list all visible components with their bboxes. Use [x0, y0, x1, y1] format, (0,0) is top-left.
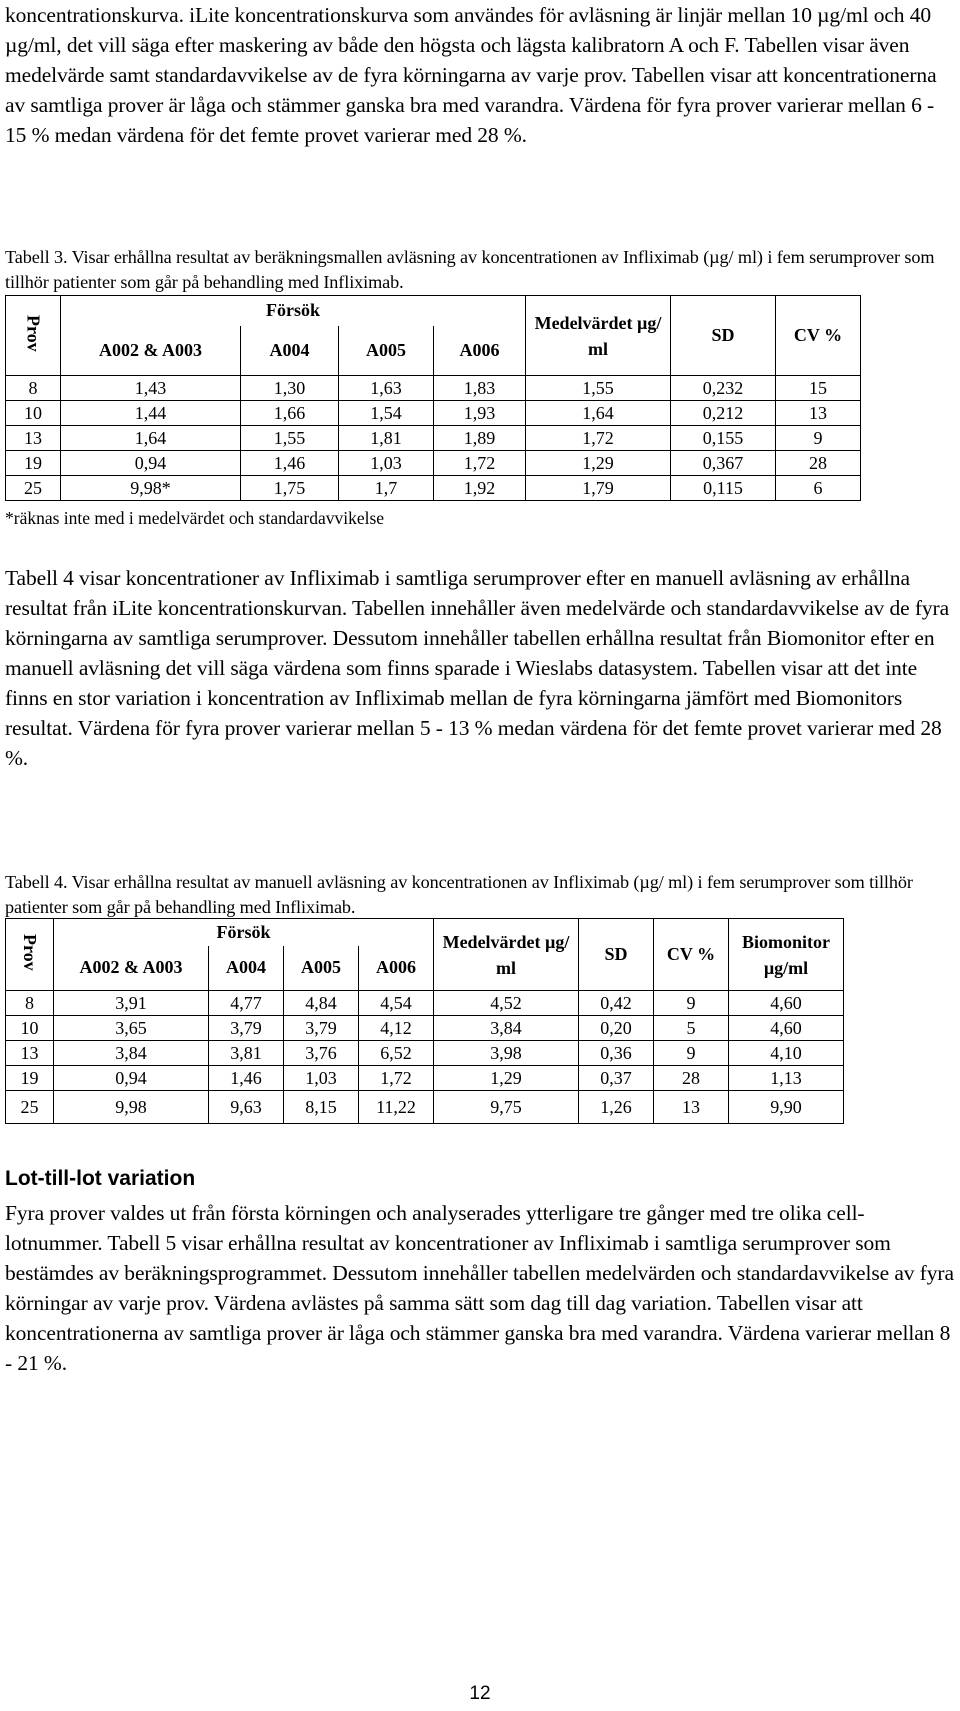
table3-cell: 1,29 [526, 451, 671, 476]
table3-cell: 25 [6, 476, 61, 501]
table-row [6, 1041, 844, 1066]
table3-cell: 1,54 [339, 401, 434, 426]
table3-a004-header: A004 [241, 326, 339, 376]
table3-cell: 1,44 [61, 401, 241, 426]
table3-cell: 0,94 [61, 451, 241, 476]
table3-a002-header: A002 & A003 [61, 326, 241, 376]
table3-cell: 1,43 [61, 376, 241, 401]
table-row [6, 1016, 844, 1041]
table3-cell: 1,66 [241, 401, 339, 426]
table4-medel-header: Medelvärdet µg/ ml [434, 919, 579, 991]
table3-cell: 0,232 [671, 376, 776, 401]
table-row [6, 451, 861, 476]
table4-cell: 11,22 [359, 1091, 434, 1124]
table4-cell: 3,84 [54, 1041, 209, 1066]
table-row [6, 401, 861, 426]
table3-cell: 0,115 [671, 476, 776, 501]
table4-cell: 4,10 [729, 1041, 844, 1066]
table4-cell: 4,52 [434, 991, 579, 1016]
table4-cell: 4,77 [209, 991, 284, 1016]
table3-cell: 1,75 [241, 476, 339, 501]
table4-cell: 3,98 [434, 1041, 579, 1066]
table3-cell: 1,93 [434, 401, 526, 426]
table4-forsok-header: Försök [54, 919, 434, 946]
table3-a005-header: A005 [339, 326, 434, 376]
table3 [5, 295, 861, 501]
table-row [6, 991, 844, 1016]
table3-caption: Tabell 3. Visar erhållna resultat av beräkningsmallen avläsning av koncentrationen av Infliximab (µg/ ml) i fem serumprover som tillhör patienter som går på behandling med Infliximab. [5, 247, 935, 292]
section-heading: Lot-till-lot variation [5, 1167, 196, 1190]
table-row [6, 1066, 844, 1091]
table3-cell: 8 [6, 376, 61, 401]
table4-cv-header: CV % [654, 919, 729, 991]
table3-forsok-header: Försök [61, 296, 526, 326]
table4-cell: 8,15 [284, 1091, 359, 1124]
table3-cell: 1,89 [434, 426, 526, 451]
table4-sd-header: SD [579, 919, 654, 991]
table4-cell: 1,72 [359, 1066, 434, 1091]
table3-cell: 1,63 [339, 376, 434, 401]
table4-a002-header: A002 & A003 [54, 946, 209, 991]
table4-cell: 25 [6, 1091, 54, 1124]
table3-cell: 6 [776, 476, 861, 501]
table3-cv-header: CV % [776, 296, 861, 376]
table3-cell: 1,72 [526, 426, 671, 451]
table3-cell: 1,92 [434, 476, 526, 501]
table3-footnote: *räknas inte med i medelvärdet och standardavvikelse [5, 508, 385, 528]
table3-medel-header: Medelvärdet µg/ ml [526, 296, 671, 376]
table-row [6, 376, 861, 401]
table3-cell: 13 [6, 426, 61, 451]
table3-cell: 28 [776, 451, 861, 476]
table3-prov-header: Prov [6, 296, 61, 376]
table3-cell: 1,03 [339, 451, 434, 476]
table3-cell: 9,98* [61, 476, 241, 501]
table3-sd-header: SD [671, 296, 776, 376]
table3-cell: 1,79 [526, 476, 671, 501]
table4 [5, 918, 844, 1124]
table4-cell: 9,75 [434, 1091, 579, 1124]
table4-cell: 6,52 [359, 1041, 434, 1066]
table4-cell: 8 [6, 991, 54, 1016]
lot-variation-paragraph: Fyra prover valdes ut från första körningen och analyserades ytterligare tre gånger med tre olika cell-lotnummer. Tabell 5 visar erhållna resultat av koncentrationer av Infliximab i samtliga serumprover som bestämdes av beräkningsprogrammet. Dessutom innehåller tabellen medelvärden och standardavvikelse av fyra körningar av varje prov. Värdena avlästes på samma sätt som dag till dag variation. Tabellen visar att koncentrationerna av samtliga prover är låga och stämmer ganska bra med varandra. Värdena varierar mellan 8 - 21 %. [5, 1201, 954, 1375]
table4-cell: 3,79 [209, 1016, 284, 1041]
table-row [6, 476, 861, 501]
table4-cell: 1,03 [284, 1066, 359, 1091]
table4-biomonitor-header: Biomonitor µg/ml [729, 919, 844, 991]
table4-prov-header: Prov [6, 919, 54, 991]
table4-cell: 9,63 [209, 1091, 284, 1124]
table4-a004-header: A004 [209, 946, 284, 991]
table3-cell: 10 [6, 401, 61, 426]
table4-cell: 9 [654, 991, 729, 1016]
table3-cell: 1,83 [434, 376, 526, 401]
table4-cell: 0,20 [579, 1016, 654, 1041]
table4-cell: 10 [6, 1016, 54, 1041]
table3-cell: 9 [776, 426, 861, 451]
table4-cell: 3,91 [54, 991, 209, 1016]
table3-cell: 1,55 [241, 426, 339, 451]
table4-cell: 4,12 [359, 1016, 434, 1041]
table4-cell: 5 [654, 1016, 729, 1041]
table4-cell: 9,98 [54, 1091, 209, 1124]
table4-cell: 3,84 [434, 1016, 579, 1041]
table3-cell: 15 [776, 376, 861, 401]
table4-caption: Tabell 4. Visar erhållna resultat av manuell avläsning av koncentrationen av Infliximab (µg/ ml) i fem serumprover som tillhör patienter som går på behandling med Infliximab. [5, 872, 913, 917]
table4-cell: 3,79 [284, 1016, 359, 1041]
page-number: 12 [469, 1683, 491, 1704]
table3-cell: 1,64 [526, 401, 671, 426]
intro-paragraph: koncentrationskurva. iLite koncentrationskurva som användes för avläsning är linjär mellan 10 µg/ml och 40 µg/ml, det vill säga efter maskering av både den högsta och lägsta kalibratorn A och F. Tabellen visar även medelvärde samt standardavvikelse av de fyra körningarna av varje prov. Tabellen visar att koncentrationerna av samtliga prover är låga och stämmer ganska bra med varandra. Värdena för fyra prover varierar mellan 6 - 15 % medan värdena för det femte provet varierar med 28 %. [5, 3, 937, 147]
table-row [6, 426, 861, 451]
table4-cell: 0,37 [579, 1066, 654, 1091]
table3-cell: 19 [6, 451, 61, 476]
table3-cell: 1,64 [61, 426, 241, 451]
table4-cell: 1,26 [579, 1091, 654, 1124]
table4-cell: 1,46 [209, 1066, 284, 1091]
table-row [6, 1091, 844, 1124]
table3-cell: 1,72 [434, 451, 526, 476]
table4-cell: 9 [654, 1041, 729, 1066]
table4-description-paragraph: Tabell 4 visar koncentrationer av Infliximab i samtliga serumprover efter en manuell avläsning av erhållna resultat från iLite koncentrationskurvan. Tabellen innehåller även medelvärde och standardavvikelse av de fyra körningarna av samtliga serumprover. Dessutom innehåller tabellen erhållna resultat från Biomonitor efter en manuell avläsning det vill säga värdena som finns sparade i Wieslabs datasystem. Tabellen visar att det inte finns en stor variation i koncentration av Infliximab mellan de fyra körningarna jämfört med Biomonitors resultat. Värdena för fyra prover varierar mellan 5 - 13 % medan värdena för det femte provet varierar med 28 %. [5, 566, 950, 770]
table4-cell: 4,60 [729, 1016, 844, 1041]
table4-cell: 3,65 [54, 1016, 209, 1041]
table3-cell: 1,7 [339, 476, 434, 501]
table3-cell: 1,81 [339, 426, 434, 451]
table4-cell: 9,90 [729, 1091, 844, 1124]
table4-cell: 4,84 [284, 991, 359, 1016]
table3-cell: 0,367 [671, 451, 776, 476]
table4-cell: 13 [6, 1041, 54, 1066]
table3-cell: 13 [776, 401, 861, 426]
table3-cell: 1,46 [241, 451, 339, 476]
table4-cell: 0,94 [54, 1066, 209, 1091]
table4-cell: 19 [6, 1066, 54, 1091]
table3-cell: 0,155 [671, 426, 776, 451]
table4-cell: 0,42 [579, 991, 654, 1016]
table3-a006-header: A006 [434, 326, 526, 376]
table4-cell: 1,29 [434, 1066, 579, 1091]
table4-cell: 3,76 [284, 1041, 359, 1066]
table4-cell: 4,54 [359, 991, 434, 1016]
table4-cell: 4,60 [729, 991, 844, 1016]
table3-cell: 0,212 [671, 401, 776, 426]
table4-cell: 13 [654, 1091, 729, 1124]
table4-cell: 3,81 [209, 1041, 284, 1066]
table4-a006-header: A006 [359, 946, 434, 991]
table4-a005-header: A005 [284, 946, 359, 991]
table4-cell: 28 [654, 1066, 729, 1091]
table3-cell: 1,55 [526, 376, 671, 401]
table4-cell: 1,13 [729, 1066, 844, 1091]
table4-cell: 0,36 [579, 1041, 654, 1066]
table3-cell: 1,30 [241, 376, 339, 401]
